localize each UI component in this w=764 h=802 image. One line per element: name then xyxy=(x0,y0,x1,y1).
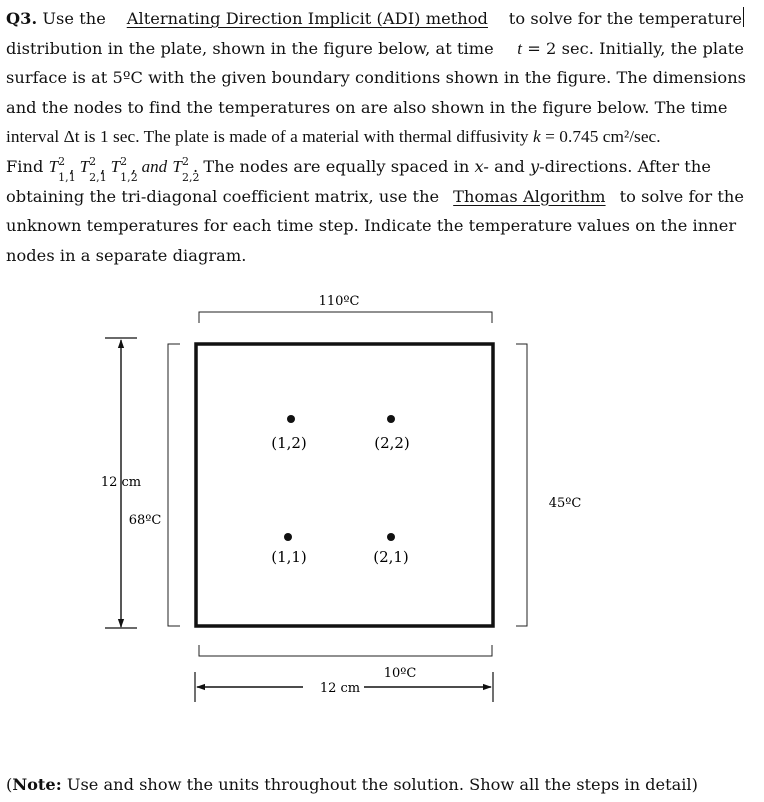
height-dimension-label: 12 cm xyxy=(100,475,142,490)
question-line-9: nodes in a separate diagram. xyxy=(6,245,247,265)
right-temperature-label: 45ºC xyxy=(548,496,582,511)
node-1-1-label: (1,1) xyxy=(271,548,307,566)
right-boundary-bracket xyxy=(516,344,527,626)
question-line-5: interval Δt is 1 sec. The plate is made of a material with thermal diffusivity k = 0.745 cm²/sec. xyxy=(6,127,661,147)
top-temperature-label: 110ºC xyxy=(318,294,360,309)
bottom-boundary-bracket xyxy=(199,645,492,656)
plate-square xyxy=(196,344,493,626)
question-line-8: unknown temperatures for each time step. Indicate the temperature values on the inner xyxy=(6,216,737,236)
find-temperatures: Find T2 1,1 , T2 2,1 , T2 1,2 , and T2 2,2 . The nodes are equally spaced in x- and y-directions. After the xyxy=(6,154,711,184)
bottom-temperature-label: 10ºC xyxy=(383,666,417,681)
node-2-1-label: (2,1) xyxy=(373,548,409,566)
left-temperature-label: 68ºC xyxy=(128,513,162,528)
adi-method-link: Alternating Direction Implicit (ADI) method xyxy=(126,9,488,28)
note: (Note: Use and show the units throughout the solution. Show all the steps in detail) xyxy=(6,775,698,794)
node-2-2 xyxy=(387,415,395,423)
node-2-2-label: (2,2) xyxy=(374,434,410,452)
question-line-2: distribution in the plate, shown in the figure below, at time t = 2 sec. Initially, the plate xyxy=(6,38,744,58)
node-1-2 xyxy=(287,415,295,423)
top-boundary-bracket xyxy=(199,312,492,323)
node-2-1 xyxy=(387,533,395,541)
width-dimension-label: 12 cm xyxy=(319,681,361,696)
thomas-algorithm-link: Thomas Algorithm xyxy=(453,186,606,206)
note-text: Use and show the units throughout the solution. Show all the steps in detail) xyxy=(66,775,698,794)
left-boundary-bracket xyxy=(168,344,180,626)
question-line-1: Q3. Use the Alternating Direction Implicit (ADI) method to solve for the temperature xyxy=(6,4,744,34)
question-label: Q3. xyxy=(6,9,38,28)
question-text xyxy=(6,4,747,270)
node-1-1 xyxy=(284,533,292,541)
question-line-3: surface is at 5ºC with the given boundary conditions shown in the figure. The dimensions xyxy=(6,68,747,88)
note-label: Note: xyxy=(12,775,62,794)
question-line-7: obtaining the tri-diagonal coefficient matrix, use the Thomas Algorithm to solve for the xyxy=(6,182,744,212)
text-cursor xyxy=(743,7,744,27)
question-line-6 xyxy=(6,152,744,182)
question-line-4: and the nodes to find the temperatures on are also shown in the figure below. The time xyxy=(6,97,728,117)
node-1-2-label: (1,2) xyxy=(271,434,307,452)
